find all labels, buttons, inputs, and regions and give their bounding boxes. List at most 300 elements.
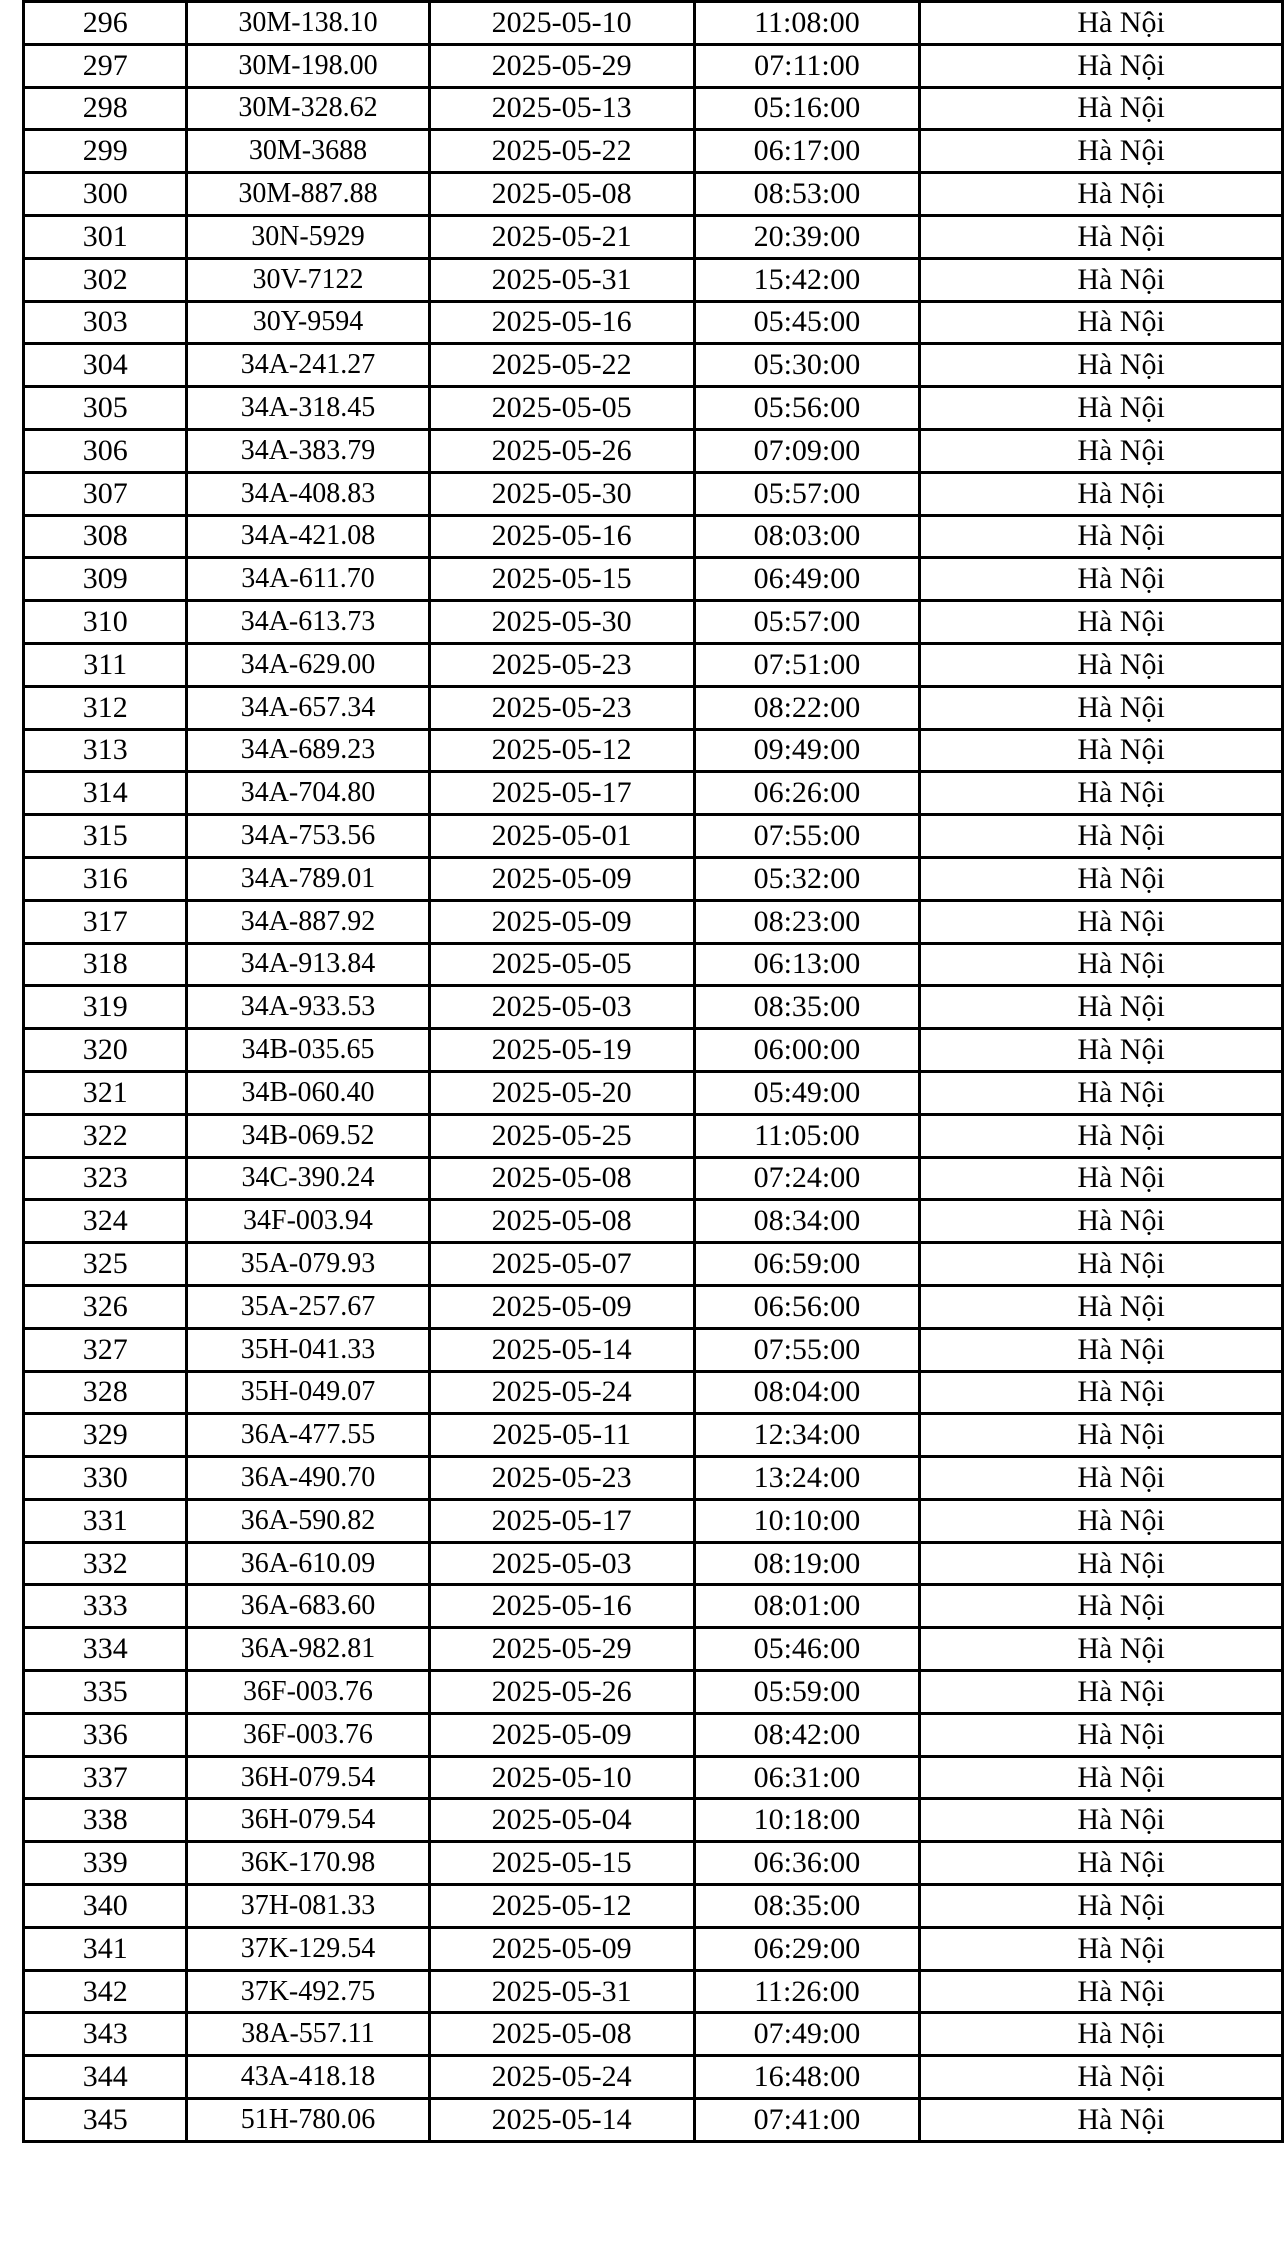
table-row xyxy=(24,515,1283,558)
cell-city: Hà Nội xyxy=(920,1799,1283,1842)
cell-plate: 35A-079.93 xyxy=(187,1243,429,1286)
cell-date: 2025-05-24 xyxy=(429,2056,694,2099)
cell-date: 2025-05-08 xyxy=(429,173,694,216)
cell-date: 2025-05-09 xyxy=(429,1285,694,1328)
cell-plate: 37K-129.54 xyxy=(187,1927,429,1970)
cell-row-number: 328 xyxy=(24,1371,187,1414)
cell-date: 2025-05-08 xyxy=(429,1157,694,1200)
cell-date: 2025-05-30 xyxy=(429,472,694,515)
cell-city: Hà Nội xyxy=(920,2013,1283,2056)
table-row xyxy=(24,1628,1283,1671)
cell-date: 2025-05-26 xyxy=(429,1671,694,1714)
table-row xyxy=(24,1328,1283,1371)
table-row xyxy=(24,215,1283,258)
cell-date: 2025-05-09 xyxy=(429,900,694,943)
cell-plate: 36F-003.76 xyxy=(187,1713,429,1756)
cell-plate: 30M-328.62 xyxy=(187,87,429,130)
cell-time: 08:34:00 xyxy=(694,1200,919,1243)
table-row xyxy=(24,1457,1283,1500)
table-row xyxy=(24,258,1283,301)
cell-time: 16:48:00 xyxy=(694,2056,919,2099)
cell-city: Hà Nội xyxy=(920,1671,1283,1714)
cell-plate: 34A-789.01 xyxy=(187,857,429,900)
cell-plate: 35H-049.07 xyxy=(187,1371,429,1414)
cell-date: 2025-05-25 xyxy=(429,1114,694,1157)
cell-row-number: 302 xyxy=(24,258,187,301)
table-row xyxy=(24,1157,1283,1200)
cell-plate: 30V-7122 xyxy=(187,258,429,301)
table-row xyxy=(24,900,1283,943)
cell-time: 06:17:00 xyxy=(694,130,919,173)
cell-row-number: 339 xyxy=(24,1842,187,1885)
cell-plate: 30Y-9594 xyxy=(187,301,429,344)
cell-plate: 34A-657.34 xyxy=(187,686,429,729)
cell-time: 08:35:00 xyxy=(694,1885,919,1928)
cell-plate: 43A-418.18 xyxy=(187,2056,429,2099)
cell-time: 05:46:00 xyxy=(694,1628,919,1671)
table-row xyxy=(24,1243,1283,1286)
table-row xyxy=(24,1285,1283,1328)
cell-city: Hà Nội xyxy=(920,943,1283,986)
table-row xyxy=(24,1542,1283,1585)
cell-plate: 36F-003.76 xyxy=(187,1671,429,1714)
cell-time: 08:04:00 xyxy=(694,1371,919,1414)
cell-time: 06:00:00 xyxy=(694,1029,919,1072)
data-table xyxy=(22,0,1284,2143)
cell-time: 12:34:00 xyxy=(694,1414,919,1457)
cell-time: 05:59:00 xyxy=(694,1671,919,1714)
cell-city: Hà Nội xyxy=(920,815,1283,858)
cell-plate: 34A-887.92 xyxy=(187,900,429,943)
table-row xyxy=(24,1071,1283,1114)
cell-city: Hà Nội xyxy=(920,173,1283,216)
cell-plate: 36A-477.55 xyxy=(187,1414,429,1457)
cell-date: 2025-05-15 xyxy=(429,558,694,601)
cell-time: 06:26:00 xyxy=(694,772,919,815)
cell-time: 09:49:00 xyxy=(694,729,919,772)
table-row xyxy=(24,472,1283,515)
cell-plate: 30M-138.10 xyxy=(187,2,429,45)
table-row xyxy=(24,1499,1283,1542)
table-row xyxy=(24,1114,1283,1157)
cell-city: Hà Nội xyxy=(920,130,1283,173)
cell-city: Hà Nội xyxy=(920,258,1283,301)
cell-time: 05:57:00 xyxy=(694,472,919,515)
cell-row-number: 303 xyxy=(24,301,187,344)
cell-city: Hà Nội xyxy=(920,1885,1283,1928)
cell-time: 05:32:00 xyxy=(694,857,919,900)
cell-row-number: 341 xyxy=(24,1927,187,1970)
table-row xyxy=(24,943,1283,986)
cell-date: 2025-05-22 xyxy=(429,344,694,387)
cell-row-number: 306 xyxy=(24,429,187,472)
cell-row-number: 311 xyxy=(24,643,187,686)
cell-row-number: 345 xyxy=(24,2099,187,2142)
table-row xyxy=(24,344,1283,387)
cell-row-number: 332 xyxy=(24,1542,187,1585)
cell-plate: 30M-3688 xyxy=(187,130,429,173)
cell-plate: 34A-318.45 xyxy=(187,387,429,430)
cell-time: 08:01:00 xyxy=(694,1585,919,1628)
cell-time: 06:36:00 xyxy=(694,1842,919,1885)
cell-row-number: 314 xyxy=(24,772,187,815)
cell-plate: 34A-241.27 xyxy=(187,344,429,387)
cell-city: Hà Nội xyxy=(920,1243,1283,1286)
cell-time: 06:49:00 xyxy=(694,558,919,601)
cell-plate: 36H-079.54 xyxy=(187,1756,429,1799)
cell-time: 07:11:00 xyxy=(694,44,919,87)
cell-city: Hà Nội xyxy=(920,729,1283,772)
cell-city: Hà Nội xyxy=(920,601,1283,644)
cell-date: 2025-05-17 xyxy=(429,772,694,815)
cell-plate: 37H-081.33 xyxy=(187,1885,429,1928)
cell-city: Hà Nội xyxy=(920,2,1283,45)
cell-date: 2025-05-07 xyxy=(429,1243,694,1286)
cell-city: Hà Nội xyxy=(920,1499,1283,1542)
cell-date: 2025-05-26 xyxy=(429,429,694,472)
cell-row-number: 312 xyxy=(24,686,187,729)
cell-city: Hà Nội xyxy=(920,1157,1283,1200)
cell-row-number: 326 xyxy=(24,1285,187,1328)
cell-plate: 34B-035.65 xyxy=(187,1029,429,1072)
cell-plate: 36A-490.70 xyxy=(187,1457,429,1500)
table-row xyxy=(24,2013,1283,2056)
table-row xyxy=(24,130,1283,173)
cell-city: Hà Nội xyxy=(920,1328,1283,1371)
cell-city: Hà Nội xyxy=(920,215,1283,258)
cell-plate: 34B-069.52 xyxy=(187,1114,429,1157)
cell-date: 2025-05-30 xyxy=(429,601,694,644)
cell-row-number: 329 xyxy=(24,1414,187,1457)
cell-city: Hà Nội xyxy=(920,1029,1283,1072)
cell-row-number: 319 xyxy=(24,986,187,1029)
cell-row-number: 320 xyxy=(24,1029,187,1072)
cell-date: 2025-05-31 xyxy=(429,258,694,301)
cell-city: Hà Nội xyxy=(920,900,1283,943)
cell-date: 2025-05-10 xyxy=(429,2,694,45)
cell-city: Hà Nội xyxy=(920,686,1283,729)
cell-city: Hà Nội xyxy=(920,344,1283,387)
cell-time: 08:22:00 xyxy=(694,686,919,729)
table-row xyxy=(24,986,1283,1029)
cell-city: Hà Nội xyxy=(920,643,1283,686)
cell-city: Hà Nội xyxy=(920,558,1283,601)
cell-city: Hà Nội xyxy=(920,1457,1283,1500)
table-row xyxy=(24,729,1283,772)
cell-date: 2025-05-10 xyxy=(429,1756,694,1799)
cell-date: 2025-05-08 xyxy=(429,1200,694,1243)
table-row xyxy=(24,87,1283,130)
table-row xyxy=(24,1585,1283,1628)
cell-time: 07:49:00 xyxy=(694,2013,919,2056)
cell-plate: 34A-689.23 xyxy=(187,729,429,772)
table-row xyxy=(24,772,1283,815)
table-row xyxy=(24,1799,1283,1842)
cell-time: 06:56:00 xyxy=(694,1285,919,1328)
cell-time: 07:41:00 xyxy=(694,2099,919,2142)
cell-city: Hà Nội xyxy=(920,87,1283,130)
cell-row-number: 333 xyxy=(24,1585,187,1628)
cell-city: Hà Nội xyxy=(920,387,1283,430)
cell-date: 2025-05-05 xyxy=(429,387,694,430)
cell-row-number: 327 xyxy=(24,1328,187,1371)
cell-plate: 34A-613.73 xyxy=(187,601,429,644)
cell-row-number: 317 xyxy=(24,900,187,943)
table-row xyxy=(24,2099,1283,2142)
cell-row-number: 298 xyxy=(24,87,187,130)
table-row xyxy=(24,1200,1283,1243)
cell-city: Hà Nội xyxy=(920,429,1283,472)
table-row xyxy=(24,643,1283,686)
cell-date: 2025-05-09 xyxy=(429,1927,694,1970)
cell-plate: 34A-913.84 xyxy=(187,943,429,986)
table-row xyxy=(24,815,1283,858)
table-row xyxy=(24,387,1283,430)
table-row xyxy=(24,1756,1283,1799)
cell-plate: 34A-421.08 xyxy=(187,515,429,558)
cell-time: 10:18:00 xyxy=(694,1799,919,1842)
cell-plate: 34A-704.80 xyxy=(187,772,429,815)
cell-row-number: 299 xyxy=(24,130,187,173)
table-row xyxy=(24,1970,1283,2013)
table-body xyxy=(24,2,1283,2142)
cell-date: 2025-05-23 xyxy=(429,686,694,729)
cell-plate: 36H-079.54 xyxy=(187,1799,429,1842)
cell-time: 07:09:00 xyxy=(694,429,919,472)
cell-city: Hà Nội xyxy=(920,301,1283,344)
cell-row-number: 310 xyxy=(24,601,187,644)
table-row xyxy=(24,1927,1283,1970)
cell-date: 2025-05-23 xyxy=(429,643,694,686)
cell-city: Hà Nội xyxy=(920,1200,1283,1243)
cell-time: 07:55:00 xyxy=(694,815,919,858)
cell-plate: 34F-003.94 xyxy=(187,1200,429,1243)
cell-row-number: 336 xyxy=(24,1713,187,1756)
cell-plate: 36K-170.98 xyxy=(187,1842,429,1885)
cell-time: 05:30:00 xyxy=(694,344,919,387)
cell-row-number: 343 xyxy=(24,2013,187,2056)
cell-time: 06:59:00 xyxy=(694,1243,919,1286)
cell-date: 2025-05-12 xyxy=(429,729,694,772)
table-row xyxy=(24,429,1283,472)
cell-city: Hà Nội xyxy=(920,1970,1283,2013)
cell-plate: 35A-257.67 xyxy=(187,1285,429,1328)
cell-time: 05:57:00 xyxy=(694,601,919,644)
cell-date: 2025-05-09 xyxy=(429,1713,694,1756)
cell-time: 06:29:00 xyxy=(694,1927,919,1970)
cell-date: 2025-05-16 xyxy=(429,301,694,344)
cell-date: 2025-05-20 xyxy=(429,1071,694,1114)
cell-city: Hà Nội xyxy=(920,1713,1283,1756)
cell-time: 13:24:00 xyxy=(694,1457,919,1500)
cell-date: 2025-05-05 xyxy=(429,943,694,986)
table-row xyxy=(24,2056,1283,2099)
cell-plate: 34C-390.24 xyxy=(187,1157,429,1200)
cell-time: 08:19:00 xyxy=(694,1542,919,1585)
cell-date: 2025-05-16 xyxy=(429,1585,694,1628)
cell-date: 2025-05-22 xyxy=(429,130,694,173)
cell-row-number: 316 xyxy=(24,857,187,900)
cell-city: Hà Nội xyxy=(920,2056,1283,2099)
table-row xyxy=(24,1414,1283,1457)
cell-city: Hà Nội xyxy=(920,1071,1283,1114)
cell-time: 07:24:00 xyxy=(694,1157,919,1200)
cell-date: 2025-05-17 xyxy=(429,1499,694,1542)
cell-row-number: 344 xyxy=(24,2056,187,2099)
cell-date: 2025-05-21 xyxy=(429,215,694,258)
cell-plate: 30M-887.88 xyxy=(187,173,429,216)
cell-city: Hà Nội xyxy=(920,1114,1283,1157)
cell-plate: 35H-041.33 xyxy=(187,1328,429,1371)
cell-date: 2025-05-03 xyxy=(429,986,694,1029)
cell-date: 2025-05-13 xyxy=(429,87,694,130)
table-row xyxy=(24,44,1283,87)
cell-date: 2025-05-19 xyxy=(429,1029,694,1072)
cell-plate: 34A-383.79 xyxy=(187,429,429,472)
cell-row-number: 322 xyxy=(24,1114,187,1157)
cell-date: 2025-05-12 xyxy=(429,1885,694,1928)
cell-city: Hà Nội xyxy=(920,1414,1283,1457)
cell-date: 2025-05-08 xyxy=(429,2013,694,2056)
cell-city: Hà Nội xyxy=(920,1927,1283,1970)
cell-row-number: 307 xyxy=(24,472,187,515)
table-row xyxy=(24,173,1283,216)
cell-plate: 34B-060.40 xyxy=(187,1071,429,1114)
table-row xyxy=(24,2,1283,45)
cell-time: 08:03:00 xyxy=(694,515,919,558)
cell-time: 11:26:00 xyxy=(694,1970,919,2013)
cell-row-number: 315 xyxy=(24,815,187,858)
cell-date: 2025-05-31 xyxy=(429,1970,694,2013)
cell-row-number: 334 xyxy=(24,1628,187,1671)
table-row xyxy=(24,1885,1283,1928)
cell-row-number: 318 xyxy=(24,943,187,986)
table-row xyxy=(24,857,1283,900)
cell-time: 08:53:00 xyxy=(694,173,919,216)
cell-plate: 36A-683.60 xyxy=(187,1585,429,1628)
cell-city: Hà Nội xyxy=(920,472,1283,515)
cell-row-number: 308 xyxy=(24,515,187,558)
cell-city: Hà Nội xyxy=(920,2099,1283,2142)
cell-city: Hà Nội xyxy=(920,1756,1283,1799)
cell-plate: 34A-611.70 xyxy=(187,558,429,601)
cell-time: 20:39:00 xyxy=(694,215,919,258)
table-row xyxy=(24,1371,1283,1414)
cell-row-number: 304 xyxy=(24,344,187,387)
cell-city: Hà Nội xyxy=(920,986,1283,1029)
table-row xyxy=(24,301,1283,344)
cell-city: Hà Nội xyxy=(920,857,1283,900)
cell-city: Hà Nội xyxy=(920,44,1283,87)
cell-date: 2025-05-24 xyxy=(429,1371,694,1414)
cell-row-number: 296 xyxy=(24,2,187,45)
cell-date: 2025-05-15 xyxy=(429,1842,694,1885)
cell-time: 08:42:00 xyxy=(694,1713,919,1756)
cell-row-number: 305 xyxy=(24,387,187,430)
cell-time: 08:23:00 xyxy=(694,900,919,943)
cell-city: Hà Nội xyxy=(920,1542,1283,1585)
cell-row-number: 335 xyxy=(24,1671,187,1714)
cell-time: 07:55:00 xyxy=(694,1328,919,1371)
cell-plate: 30M-198.00 xyxy=(187,44,429,87)
table-row xyxy=(24,686,1283,729)
cell-city: Hà Nội xyxy=(920,515,1283,558)
cell-plate: 36A-590.82 xyxy=(187,1499,429,1542)
cell-row-number: 324 xyxy=(24,1200,187,1243)
cell-time: 08:35:00 xyxy=(694,986,919,1029)
cell-date: 2025-05-29 xyxy=(429,1628,694,1671)
cell-row-number: 321 xyxy=(24,1071,187,1114)
table-row xyxy=(24,558,1283,601)
cell-row-number: 337 xyxy=(24,1756,187,1799)
cell-plate: 37K-492.75 xyxy=(187,1970,429,2013)
cell-row-number: 330 xyxy=(24,1457,187,1500)
cell-time: 10:10:00 xyxy=(694,1499,919,1542)
cell-date: 2025-05-23 xyxy=(429,1457,694,1500)
cell-time: 07:51:00 xyxy=(694,643,919,686)
cell-date: 2025-05-03 xyxy=(429,1542,694,1585)
cell-plate: 30N-5929 xyxy=(187,215,429,258)
cell-date: 2025-05-04 xyxy=(429,1799,694,1842)
cell-row-number: 325 xyxy=(24,1243,187,1286)
cell-date: 2025-05-14 xyxy=(429,1328,694,1371)
cell-time: 05:45:00 xyxy=(694,301,919,344)
cell-row-number: 342 xyxy=(24,1970,187,2013)
cell-date: 2025-05-14 xyxy=(429,2099,694,2142)
cell-plate: 34A-753.56 xyxy=(187,815,429,858)
cell-row-number: 313 xyxy=(24,729,187,772)
table-row xyxy=(24,1029,1283,1072)
table-row xyxy=(24,1842,1283,1885)
cell-date: 2025-05-29 xyxy=(429,44,694,87)
cell-time: 11:08:00 xyxy=(694,2,919,45)
cell-city: Hà Nội xyxy=(920,772,1283,815)
cell-row-number: 297 xyxy=(24,44,187,87)
cell-city: Hà Nội xyxy=(920,1842,1283,1885)
cell-time: 05:49:00 xyxy=(694,1071,919,1114)
cell-plate: 36A-982.81 xyxy=(187,1628,429,1671)
cell-plate: 34A-629.00 xyxy=(187,643,429,686)
cell-date: 2025-05-01 xyxy=(429,815,694,858)
cell-plate: 36A-610.09 xyxy=(187,1542,429,1585)
cell-row-number: 340 xyxy=(24,1885,187,1928)
cell-date: 2025-05-11 xyxy=(429,1414,694,1457)
cell-time: 05:16:00 xyxy=(694,87,919,130)
cell-time: 06:13:00 xyxy=(694,943,919,986)
cell-row-number: 338 xyxy=(24,1799,187,1842)
cell-plate: 51H-780.06 xyxy=(187,2099,429,2142)
cell-plate: 34A-933.53 xyxy=(187,986,429,1029)
cell-city: Hà Nội xyxy=(920,1371,1283,1414)
table-row xyxy=(24,1713,1283,1756)
cell-row-number: 331 xyxy=(24,1499,187,1542)
cell-row-number: 323 xyxy=(24,1157,187,1200)
cell-time: 11:05:00 xyxy=(694,1114,919,1157)
cell-plate: 38A-557.11 xyxy=(187,2013,429,2056)
cell-time: 15:42:00 xyxy=(694,258,919,301)
cell-date: 2025-05-16 xyxy=(429,515,694,558)
cell-row-number: 300 xyxy=(24,173,187,216)
cell-city: Hà Nội xyxy=(920,1285,1283,1328)
cell-city: Hà Nội xyxy=(920,1585,1283,1628)
cell-city: Hà Nội xyxy=(920,1628,1283,1671)
cell-row-number: 301 xyxy=(24,215,187,258)
cell-date: 2025-05-09 xyxy=(429,857,694,900)
cell-time: 05:56:00 xyxy=(694,387,919,430)
table-row xyxy=(24,1671,1283,1714)
cell-plate: 34A-408.83 xyxy=(187,472,429,515)
cell-time: 06:31:00 xyxy=(694,1756,919,1799)
